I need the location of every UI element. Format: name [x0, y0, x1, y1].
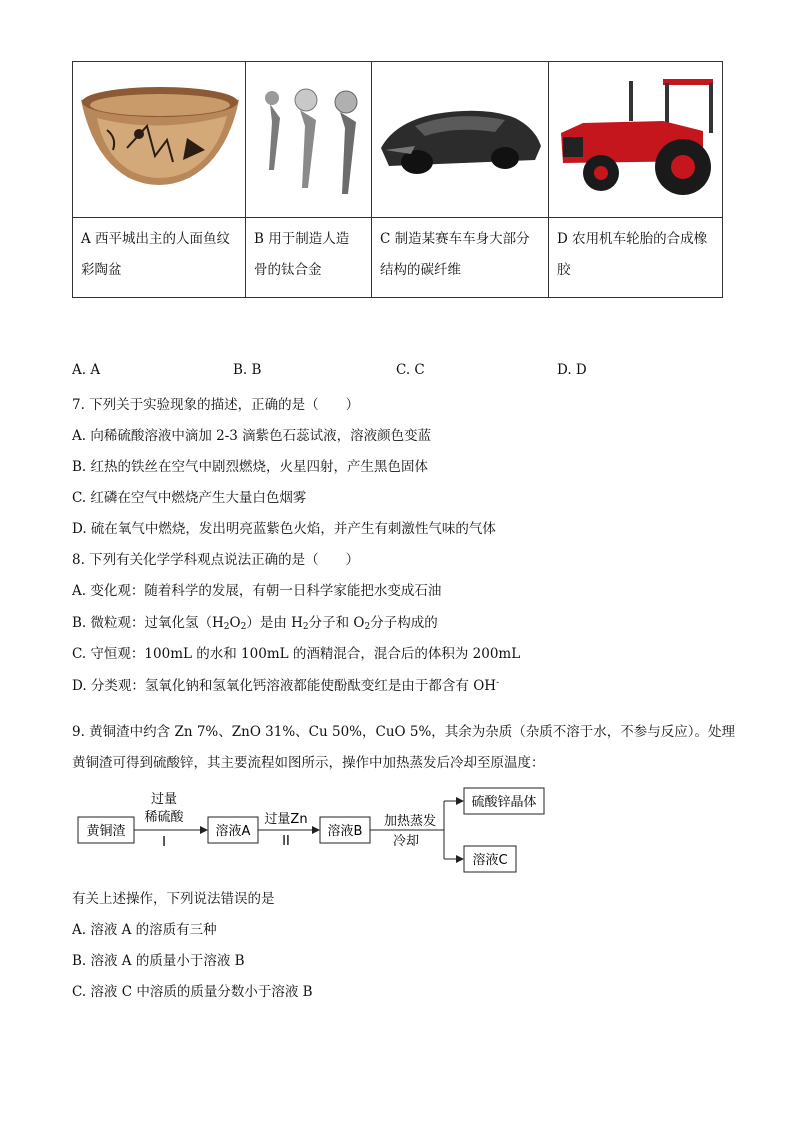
- q8-b-sub-3: 2: [302, 622, 309, 632]
- flow-step3-top: 加热蒸发: [383, 814, 437, 829]
- q9-option-c: C. 溶液 C 中溶质的质量分数小于溶液 B: [72, 984, 313, 1000]
- titanium-hip-implant-image: [250, 78, 368, 198]
- flow-step2-bottom: II: [282, 834, 290, 849]
- image-cell-b: [246, 62, 372, 218]
- q9-stem-line1: 9. 黄铜渣中约含 Zn 7%、ZnO 31%、Cu 50%，CuO 5%，其余为杂质（杂质不溶于水，不参与反应）。处理: [72, 724, 736, 740]
- q8-b-text-3: ）是由 H: [246, 615, 303, 631]
- q8-b-sub-4: 2: [364, 622, 371, 632]
- q8-option-b: [72, 611, 438, 632]
- flow-product-label: 硫酸锌晶体: [471, 795, 537, 810]
- q9-option-a: A. 溶液 A 的溶质有三种: [72, 922, 217, 938]
- caption-a-line2: 彩陶盆: [81, 262, 122, 278]
- q8-b-text-1: B. 微粒观：过氧化氢（H: [72, 615, 224, 631]
- q9-prompt: 有关上述操作，下列说法错误的是: [72, 891, 275, 907]
- q7-option-a: A. 向稀硫酸溶液中滴加 2-3 滴紫色石蕊试液，溶液颜色变蓝: [72, 428, 432, 444]
- q7-option-c: C. 红磷在空气中燃烧产生大量白色烟雾: [72, 490, 307, 506]
- caption-b-line2: 骨的钛合金: [254, 262, 322, 278]
- q9-stem-line2: 黄铜渣可得到硫酸锌，其主要流程如图所示，操作中加热蒸发后冷却至原温度：: [72, 755, 545, 771]
- caption-a: [73, 218, 246, 298]
- q8-b-text-2: O: [229, 615, 241, 631]
- process-flow-diagram: [72, 783, 552, 878]
- flow-arrowhead-1: [200, 826, 208, 834]
- q8-b-text-5: 分子构成的: [370, 615, 438, 631]
- q7-option-b: B. 红热的铁丝在空气中剧烈燃烧，火星四射，产生黑色固体: [72, 459, 429, 475]
- flow-step1-bottom: I: [162, 835, 166, 850]
- painted-pottery-basin-image: [77, 78, 242, 198]
- q7-option-d: D. 硫在氧气中燃烧，发出明亮蓝紫色火焰，并产生有刺激性气味的气体: [72, 521, 496, 537]
- flow-step1-top1: 过量: [150, 792, 178, 807]
- red-tractor-image: [553, 75, 719, 200]
- flow-sol-a-label: 溶液A: [215, 824, 251, 839]
- caption-b: [246, 218, 372, 298]
- q6-option-d: D. D: [557, 362, 587, 378]
- q6-option-c: C. C: [396, 362, 425, 378]
- q8-d-text: D. 分类观：氢氧化钠和氢氧化钙溶液都能使酚酞变红是由于都含有 OH: [72, 678, 497, 694]
- images-table: [72, 61, 723, 298]
- caption-d: [549, 218, 723, 298]
- q8-b-sub-2: 2: [240, 622, 247, 632]
- flow-arrowhead-2: [312, 826, 320, 834]
- image-cell-d: [549, 62, 723, 218]
- flow-sol-b-label: 溶液B: [327, 824, 363, 839]
- q8-option-c: C. 守恒观：100mL 的水和 100mL 的酒精混合，混合后的体积为 200mL: [72, 646, 521, 662]
- q8-stem: 8. 下列有关化学学科观点说法正确的是（ ）: [72, 552, 360, 568]
- caption-a-line1: A 西平城出主的人面鱼纹: [81, 231, 231, 247]
- flow-arrowhead-4: [456, 797, 464, 805]
- q6-option-a: A. A: [72, 362, 101, 378]
- caption-c-line1: C 制造某赛车车身大部分: [380, 231, 530, 247]
- flow-start-label: 黄铜渣: [86, 824, 126, 839]
- image-cell-a: [73, 62, 246, 218]
- q8-b-text-4: 分子和 O: [308, 615, 365, 631]
- flow-sol-c-label: 溶液C: [472, 853, 508, 868]
- flow-step1-top2: 稀硫酸: [144, 810, 184, 825]
- q8-option-a: A. 变化观：随着科学的发展，有朝一日科学家能把水变成石油: [72, 583, 442, 599]
- q9-option-b: B. 溶液 A 的质量小于溶液 B: [72, 953, 245, 969]
- q6-option-b: B. B: [233, 362, 262, 378]
- caption-d-line1: D 农用机车轮胎的合成橡: [557, 231, 708, 247]
- caption-d-line2: 胶: [557, 262, 571, 278]
- flow-step2-top: 过量Zn: [264, 812, 308, 827]
- flow-arrowhead-5: [456, 855, 464, 863]
- caption-c: [372, 218, 549, 298]
- caption-c-line2: 结构的碳纤维: [380, 262, 461, 278]
- caption-b-line1: B 用于制造人造: [254, 231, 350, 247]
- carbon-fiber-race-car-body-image: [375, 88, 545, 188]
- flow-step3-bottom: 冷却: [392, 834, 420, 849]
- q8-option-d: [72, 674, 499, 694]
- q8-d-sup: -: [496, 678, 500, 688]
- q8-b-sub-1: 2: [223, 622, 230, 632]
- q7-stem: 7. 下列关于实验现象的描述，正确的是（ ）: [72, 397, 360, 413]
- image-cell-c: [372, 62, 549, 218]
